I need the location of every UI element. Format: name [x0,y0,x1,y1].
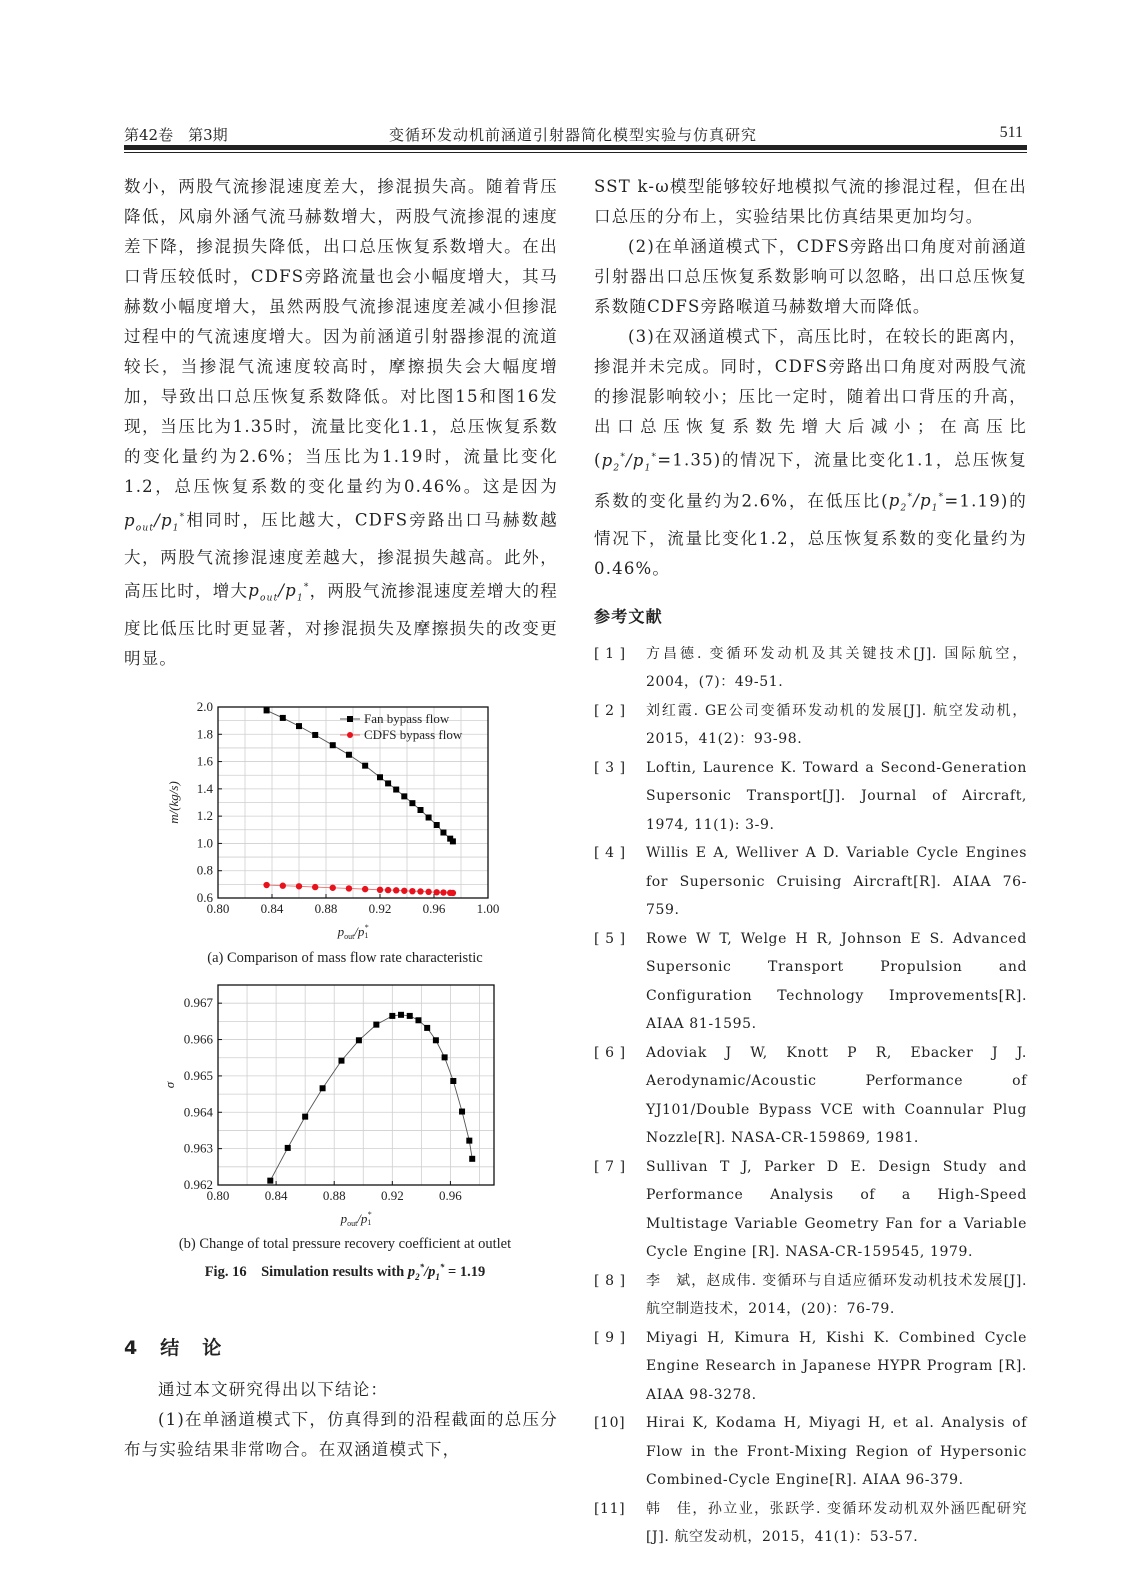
y-tick-label: 0.965 [183,1067,213,1083]
reference-number: [ 4 ] [594,845,626,862]
data-point [296,883,302,889]
text-run: =1.35)的情况下，流量比变化1.1，总压恢复系数的变化量约为2.6%，在低压比( [594,450,1027,511]
text-run: 数小，两股气流掺混速度差大，掺混损失高。随着背压降低，风扇外涵气流马赫数增大，两股气流掺混的速度差下降，掺混损失降低，出口总压恢复系数增大。在出口背压较低时，CDFS旁路流量也会小幅度增大，其马赫数小幅度增大，虽然两股气流掺混速度差减小但掺混过程中的气流速度增大。因为前涵道引射器掺混的流道较长，当掺混气流速度较高时，摩擦损失会大幅度增加，导致出口总压恢复系数降低。对比图15和图16发现，当压比为1.35时，流量比变化1.1，总压恢复系数的变化量约为2.6%；当压比为1.19时，流量比变化1.2，总压恢复系数的变化量约为0.46%。这是因为 [124,177,558,496]
left-column [124,172,558,674]
data-point [450,890,456,896]
legend-marker [347,716,353,722]
body-paragraph: SST k-ω模型能够较好地模拟气流的掺混过程，但在出口总压的分布上，实验结果比仿真结果更加均匀。 [594,177,1027,226]
data-point [346,885,352,891]
data-point [280,715,286,721]
reference-text: Miyagi H, Kimura H, Kishi K. Combined Cycle Engine Research in Japanese HYPR Program [R]. AIAA 98-3278. [646,1329,1027,1403]
reference-text: Hirai K, Kodama H, Miyagi H, et al. Analysis of Flow in the Front-Mixing Region of Hypersonic Combined-Cycle Engine[R]. AIAA 96-379. [646,1415,1027,1489]
data-point [296,723,302,729]
math-pout-p1: $p_{out}/p_1^*$ [124,510,186,533]
conclusion-intro: 通过本文研究得出以下结论： [158,1380,389,1399]
y-tick-label: 1.0 [196,835,213,851]
data-point [407,1013,413,1019]
data-point [401,888,407,894]
caption-text: Fig. 16 Simulation results with [204,1264,408,1280]
x-tick-label: 0.88 [322,1188,346,1203]
conclusion-item-3 [594,322,1027,584]
x-tick-label: 0.80 [206,901,230,916]
y-tick-label: 0.962 [183,1177,213,1192]
conclusion-item-1: (1)在单涵道模式下，仿真得到的沿程截面的总压分布与实验结果非常吻合。在双涵道模式下， [124,1410,558,1459]
y-axis-label: m/(kg/s) [166,781,181,824]
chart-pressure-recovery [160,980,520,1235]
y-tick-label: 0.967 [183,995,213,1011]
data-point [393,887,399,893]
references-heading: 参考文献 [594,606,663,626]
x-tick-label: 0.96 [422,901,446,916]
reference-text: 方昌德. 变循环发动机及其关键技术[J]. 国际航空，2004，(7)：49-51. [646,645,1027,691]
x-tick-label: 0.92 [380,1188,404,1203]
data-point [417,888,423,894]
x-tick-label: 0.96 [439,1188,462,1203]
x-axis-label: $p_{out}/p^*$ 1 [337,923,369,941]
chart-mass-flow [160,695,520,945]
math-pout-p1: $p_{out}/p_1^*$ [248,581,310,604]
reference-text: Willis E A, Welliver A D. Variable Cycle Engines for Supersonic Cruising Aircraft[R]. AIAA 76-759. [646,845,1027,919]
y-tick-label: 1.8 [196,726,213,742]
y-tick-label: 1.4 [196,780,213,796]
math-p2-p1: $p_2^*/p_1^*$ [601,450,658,473]
x-axis-label: $p_{out}/p^*$ 1 [340,1210,372,1228]
data-point [459,1109,465,1115]
data-point [425,889,431,895]
conclusion-text [124,1375,558,1465]
reference-text: 李 斌，赵成伟. 变循环与自适应循环发动机技术发展[J]. 航空制造技术，2014，(20)：76-79. [646,1272,1027,1318]
reference-item [594,1495,1027,1552]
data-point [418,807,424,813]
data-point [373,1022,379,1028]
data-point [312,732,318,738]
data-point [434,889,440,895]
data-point [469,1156,475,1162]
reference-text: Sullivan T J, Parker D E. Design Study and Performance Analysis of a High-Speed Multistage Variable Geometry Fan for a Variable Cycle Engine [R]. NASA-CR-159545, 1979. [646,1158,1027,1261]
reference-number: [ 7 ] [594,1158,626,1175]
reference-list [594,640,1027,1552]
data-point [377,774,383,780]
reference-item [594,839,1027,925]
data-point [267,1178,273,1184]
reference-number: [ 6 ] [594,1044,626,1061]
data-point [312,884,318,890]
y-tick-label: 1.6 [196,753,213,769]
legend-label: CDFS bypass flow [364,727,463,742]
data-point [330,742,336,748]
reference-item [594,1039,1027,1153]
data-point [466,1138,472,1144]
volume-issue: 第42卷 第3期 [124,126,228,144]
data-point [393,787,399,793]
text-run: =1.19)的情况下，流量比变化1.2，总压恢复系数的变化量约为0.46%。 [594,491,1027,578]
reference-item [594,1324,1027,1410]
x-tick-label: 1.00 [476,901,500,916]
data-point [398,1012,404,1018]
figure-caption [140,1260,550,1282]
reference-number: [11] [594,1500,626,1517]
legend-marker [347,732,353,738]
body-paragraph [124,172,558,674]
legend-label: Fan bypass flow [364,711,450,726]
reference-item [594,754,1027,840]
subcaption-a: (a) Comparison of mass flow rate characteristic [207,950,483,966]
right-column [594,172,1027,1552]
data-point [415,1017,421,1023]
reference-number: [ 2 ] [594,702,626,719]
data-point [330,885,336,891]
y-tick-label: 2.0 [196,699,213,714]
x-tick-label: 0.88 [314,901,338,916]
reference-text: 刘红霞. GE公司变循环发动机的发展[J]. 航空发动机，2015，41(2)：93-98. [646,702,1027,748]
data-point [409,800,415,806]
journal-title: 变循环发动机前涵道引射器简化模型实验与仿真研究 [389,126,758,144]
reference-number: [ 9 ] [594,1329,626,1346]
data-point [450,838,456,844]
data-point [338,1058,344,1064]
plot-frame [218,985,494,1185]
data-point [409,888,415,894]
data-point [320,1085,326,1091]
data-point [433,1037,439,1043]
math-p2-p1: $p_2^*/p_1^*$ [407,1262,445,1282]
data-point [426,815,432,821]
x-tick-label: 0.80 [206,1188,230,1203]
data-point [285,1145,291,1151]
data-point [389,1013,395,1019]
data-point [385,780,391,786]
text-run: 相同时，压比越大，CDFS旁路出口马赫数越大，两股气流掺混速度差越大，掺混损失越高。此外，高压比时，增大 [124,510,558,601]
header-rule-thick [124,145,1027,150]
data-point [264,707,270,713]
section-heading: 4 结 论 [124,1337,224,1359]
data-point [356,1037,362,1043]
x-tick-label: 0.84 [264,1188,288,1203]
data-point [450,1078,456,1084]
y-tick-label: 0.6 [196,890,213,905]
math-p2-p1: $p_2^*/p_1^*$ [888,491,945,514]
page-number: 511 [999,124,1023,141]
y-tick-label: 0.8 [196,862,213,878]
data-point [302,1114,308,1120]
y-tick-label: 1.2 [196,808,213,824]
header-rule-thin [124,152,1027,153]
y-axis-label: σ [162,1081,177,1089]
y-tick-label: 0.966 [183,1031,213,1047]
data-point [424,1025,430,1031]
reference-text: Rowe W T, Welge H R, Johnson E S. Advanced Supersonic Transport Propulsion and Configuration Technology Improvements[R]. AIAA 81-1595. [646,930,1027,1033]
y-tick-label: 0.963 [183,1140,213,1156]
data-point [346,752,352,758]
reference-item [594,1153,1027,1267]
reference-number: [10] [594,1415,626,1432]
data-point [385,887,391,893]
reference-number: [ 5 ] [594,930,626,947]
reference-text: 韩 佳，孙立业，张跃学. 变循环发动机双外涵匹配研究[J]. 航空发动机，2015，41(1)：53-57. [646,1500,1027,1546]
conclusion-item-2: (2)在单涵道模式下，CDFS旁路出口角度对前涵道引射器出口总压恢复系数影响可以忽略，出口总压恢复系数随CDFS旁路喉道马赫数增大而降低。 [594,237,1027,316]
text-run: ，两股气流掺混速度差增大的程度比低压比时更显著，对掺混损失及摩擦损失的改变更明显。 [124,581,558,668]
reference-text: Loftin, Laurence K. Toward a Second-Generation Supersonic Transport[J]. Journal of Aircraft, 1974, 11(1): 3-9. [646,759,1027,833]
data-point [362,886,368,892]
caption-text: = 1.19 [444,1264,486,1280]
subcaption-b: (b) Change of total pressure recovery coefficient at outlet [178,1236,512,1252]
y-tick-label: 0.964 [183,1104,213,1120]
data-point [440,889,446,895]
reference-item [594,925,1027,1039]
data-point [280,883,286,889]
data-point [362,763,368,769]
x-tick-label: 0.84 [260,901,284,916]
series-line [267,885,453,893]
reference-number: [ 1 ] [594,645,626,662]
reference-number: [ 3 ] [594,759,626,776]
reference-text: Adoviak J W, Knott P R, Ebacker J J. Aerodynamic/Acoustic Performance of YJ101/Double Bypass VCE with Coannular Plug Nozzle[R]. NASA-CR-159869, 1981. [646,1044,1027,1147]
text-run: (3)在双涵道模式下，高压比时，在较长的距离内，掺混并未完成。同时，CDFS旁路出口角度对两股气流的掺混影响较小；压比一定时，随着出口背压的升高，出口总压恢复系数先增大后减小；在高压比( [594,327,1027,470]
data-point [401,793,407,799]
reference-item [594,1409,1027,1495]
data-point [263,882,269,888]
reference-item [594,1267,1027,1324]
data-point [440,830,446,836]
reference-item [594,640,1027,697]
data-point [377,887,383,893]
reference-number: [ 8 ] [594,1272,626,1289]
data-point [442,1054,448,1060]
reference-item [594,697,1027,754]
x-tick-label: 0.92 [368,901,392,916]
data-point [434,822,440,828]
